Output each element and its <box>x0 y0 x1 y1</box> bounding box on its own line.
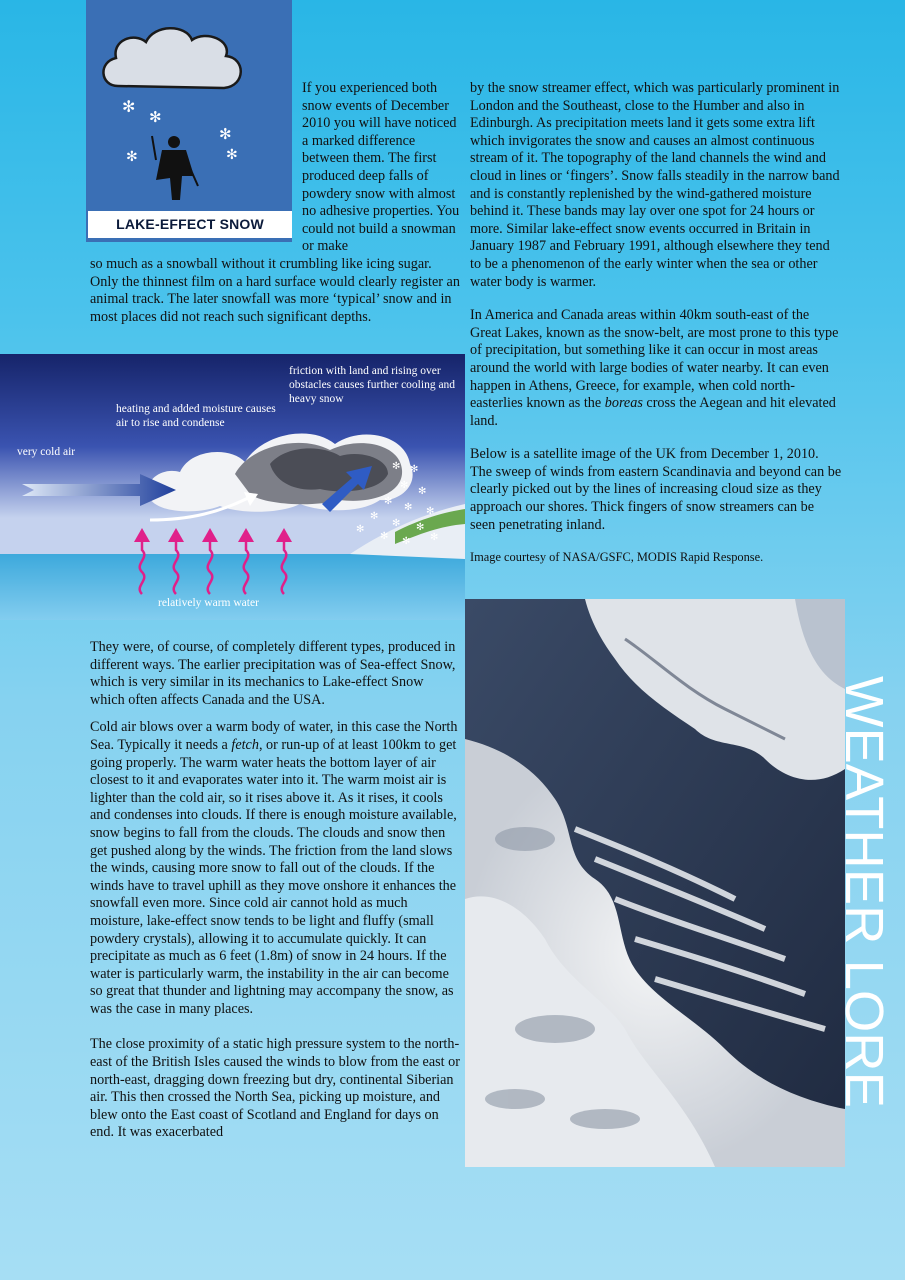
svg-text:✻: ✻ <box>426 506 435 517</box>
icon-caption: LAKE-EFFECT SNOW <box>88 211 292 238</box>
svg-text:✻: ✻ <box>392 518 401 529</box>
left-column <box>90 639 460 1152</box>
right-paragraph-1: by the snow streamer effect, which was particularly prominent in London and the Southeast, close to the Humber and also in Edinburgh. As precipitation meets land it gets some extra lift which invigorates the snow and causes an almost continuous stream of it. The topography of the land channels the wind and cloud in lines or ‘fingers’. Snow falls steadily in the narrow band and is constantly replenished by the wind-gathered moisture behind it. These bands may lay over one spot for 24 hours or more. Similar lake-effect snow events occurred in Britain in January 1987 and February 1991, although elsewhere they tend to be a phenomenon of the early winter when the sea or other water body is warmer. <box>470 80 840 290</box>
diagram-label-cold-air: very cold air <box>17 446 76 458</box>
svg-text:✻: ✻ <box>402 536 411 547</box>
svg-text:✻: ✻ <box>380 531 389 542</box>
svg-text:✻: ✻ <box>410 464 419 475</box>
intro-paragraph-continued: so much as a snowball without it crumbling like icing sugar. Only the thinnest film on a hard surface would clearly register an animal track. The later snowfall was more ‘typical’ snow and in most places did not reach such significant depths. <box>90 256 460 325</box>
intro-paragraph-start: If you experienced both snow events of December 2010 you will have noticed a marked difference between them. The first produced deep falls of powdery snow with almost no adhesive properties. You could not build a snowman or make <box>302 80 460 255</box>
svg-text:✻: ✻ <box>149 108 162 126</box>
svg-text:✻: ✻ <box>416 522 425 533</box>
svg-text:✻: ✻ <box>219 125 232 143</box>
lake-effect-icon-panel <box>86 0 292 242</box>
svg-text:✻: ✻ <box>384 496 393 507</box>
svg-text:✻: ✻ <box>392 461 401 472</box>
svg-text:✻: ✻ <box>430 532 439 543</box>
svg-text:✻: ✻ <box>356 524 365 535</box>
left-paragraph-3: The close proximity of a static high pressure system to the north-east of the British Isles caused the winds to blow from the east or north-east, dragging down freezing but dry, continental Siberian air. This then crossed the North Sea, picking up moisture, and blew onto the East coast of Scotland and England for days on end. It was exacerbated <box>90 1036 460 1141</box>
lake-effect-diagram <box>0 354 465 620</box>
satellite-image <box>465 599 845 1167</box>
image-credit: Image courtesy of NASA/GSFC, MODIS Rapid Response. <box>470 550 764 565</box>
right-paragraph-2: In America and Canada areas within 40km south-east of the Great Lakes, known as the snow-belt, are most prone to this type of precipitation, but something like it can occur in most areas around the world with large bodies of water nearby. It can even happen in Athens, Greece, for example, when cold north-easterlies known as the boreas cross the Aegean and hit elevated land. <box>470 307 839 429</box>
left-paragraph-1: They were, of course, of completely different types, produced in different ways. The earlier precipitation was of Sea-effect Snow, which is very similar in its mechanics to Lake-effect Snow which often affects Canada and the USA. <box>90 639 456 708</box>
diagram-label-warm-water: relatively warm water <box>158 597 259 609</box>
left-paragraph-2: Cold air blows over a warm body of water, in this case the North Sea. Typically it needs a fetch, or run-up of at least 100km to get going properly. The warm water heats the bottom layer of air closest to it and evaporates water into it. The warm moist air is lighter than the cold air, so it rises above it. As it rises, it cools and condenses into clouds. If there is enough moisture available, snow begins to fall from the clouds. The clouds and snow then get pushed along by the winds. The friction from the land slows the winds, causing more snow to fall out of the clouds. If the winds have to travel uphill as they move onshore it enhances the snowfall even more. Since cold air cannot hold as much moisture, lake-effect snow tends to be light and fluffy (small powdery crystals), allowing it to accumulate quickly. It can precipitate as much as 6 feet (1.8m) of snow in 24 hours. If the water is particularly warm, the instability in the air can become so great that thunder and lightning may accompany the snow, as was the case in many places. <box>90 719 458 1017</box>
snow-cloud-person-icon <box>86 0 292 242</box>
right-column <box>470 80 842 565</box>
weather-lore-title <box>834 676 892 1108</box>
svg-text:✻: ✻ <box>404 502 413 513</box>
right-paragraph-3: Below is a satellite image of the UK from December 1, 2010. The sweep of winds from eastern Scandinavia and beyond can be clearly picked out by the lines of increasing cloud size as they approach our shores. Thick fingers of snow streamers can be seen penetrating inland. <box>470 446 842 533</box>
svg-text:✻: ✻ <box>400 480 409 491</box>
diagram-label-heating: heating and added moisture causes air to rise and condense <box>116 403 276 429</box>
satellite-image-graphic <box>465 599 845 1167</box>
svg-text:✻: ✻ <box>370 511 379 522</box>
svg-text:✻: ✻ <box>126 149 138 165</box>
svg-text:✻: ✻ <box>226 147 238 163</box>
svg-text:✻: ✻ <box>418 486 427 497</box>
svg-text:✻: ✻ <box>122 97 136 116</box>
weather-lore-text: WEATHER LORE <box>834 676 892 1105</box>
diagram-label-friction: friction with land and rising over obstacles causes further cooling and heavy snow <box>289 365 456 405</box>
